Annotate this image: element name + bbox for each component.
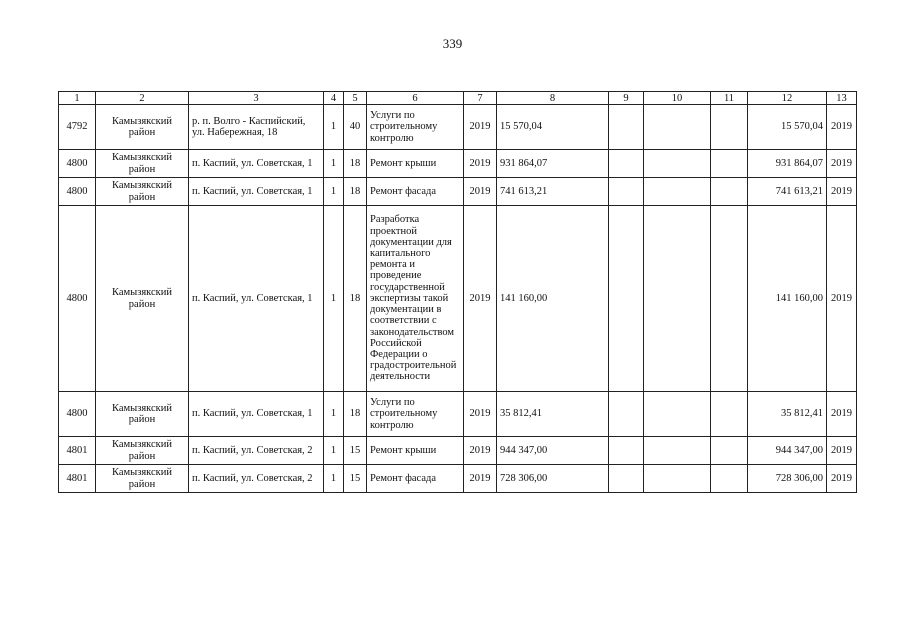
cell-col11 — [711, 206, 748, 392]
cell-col10 — [644, 465, 711, 493]
cell-cost: 15 570,04 — [497, 105, 609, 150]
repair-registry-table — [58, 91, 857, 493]
cell-district: Камызякский район — [96, 105, 189, 150]
cell-year: 2019 — [464, 392, 497, 437]
table-row — [59, 392, 857, 437]
cell-col5: 18 — [344, 392, 367, 437]
cell-id: 4800 — [59, 150, 96, 178]
cell-col11 — [711, 437, 748, 465]
cell-year: 2019 — [464, 437, 497, 465]
cell-address: р. п. Волго - Каспийский, ул. Набережная, 18 — [189, 105, 324, 150]
cell-district: Камызякский район — [96, 437, 189, 465]
cell-work-type: Услуги по строительному контролю — [367, 392, 464, 437]
cell-col10 — [644, 206, 711, 392]
cell-col11 — [711, 150, 748, 178]
cell-end-year: 2019 — [827, 105, 857, 150]
table-row — [59, 465, 857, 493]
table-row — [59, 437, 857, 465]
cell-id: 4801 — [59, 465, 96, 493]
cell-id: 4801 — [59, 437, 96, 465]
cell-col11 — [711, 178, 748, 206]
cell-work-type: Ремонт крыши — [367, 437, 464, 465]
cell-end-year: 2019 — [827, 150, 857, 178]
cell-col9 — [609, 465, 644, 493]
cell-col9 — [609, 105, 644, 150]
cell-cost: 741 613,21 — [497, 178, 609, 206]
cell-year: 2019 — [464, 465, 497, 493]
cell-district: Камызякский район — [96, 178, 189, 206]
col-header-8: 8 — [497, 92, 609, 105]
table-row — [59, 150, 857, 178]
cell-year: 2019 — [464, 105, 497, 150]
cell-col9 — [609, 178, 644, 206]
cell-id: 4800 — [59, 206, 96, 392]
cell-work-type: Ремонт фасада — [367, 465, 464, 493]
cell-col5: 18 — [344, 178, 367, 206]
cell-col9 — [609, 437, 644, 465]
cell-address: п. Каспий, ул. Советская, 1 — [189, 178, 324, 206]
header-row — [59, 92, 857, 105]
cell-col5: 18 — [344, 150, 367, 178]
cell-col9 — [609, 150, 644, 178]
cell-work-type: Ремонт фасада — [367, 178, 464, 206]
cell-year: 2019 — [464, 150, 497, 178]
cell-year: 2019 — [464, 206, 497, 392]
col-header-7: 7 — [464, 92, 497, 105]
cell-col4: 1 — [324, 178, 344, 206]
cell-col10 — [644, 150, 711, 178]
cell-district: Камызякский район — [96, 392, 189, 437]
col-header-2: 2 — [96, 92, 189, 105]
cell-col9 — [609, 206, 644, 392]
col-header-10: 10 — [644, 92, 711, 105]
table-header — [59, 92, 857, 105]
cell-col5: 15 — [344, 465, 367, 493]
cell-total: 141 160,00 — [748, 206, 827, 392]
cell-col11 — [711, 465, 748, 493]
table-row — [59, 178, 857, 206]
cell-total: 728 306,00 — [748, 465, 827, 493]
cell-address: п. Каспий, ул. Советская, 1 — [189, 150, 324, 178]
cell-col11 — [711, 392, 748, 437]
cell-col4: 1 — [324, 150, 344, 178]
table-row — [59, 105, 857, 150]
cell-end-year: 2019 — [827, 206, 857, 392]
page-number: 339 — [442, 36, 463, 51]
cell-cost: 141 160,00 — [497, 206, 609, 392]
cell-work-type: Ремонт крыши — [367, 150, 464, 178]
col-header-1: 1 — [59, 92, 96, 105]
cell-work-type: Услуги по строительному контролю — [367, 105, 464, 150]
table-body — [59, 105, 857, 493]
cell-address: п. Каспий, ул. Советская, 2 — [189, 437, 324, 465]
cell-total: 35 812,41 — [748, 392, 827, 437]
cell-end-year: 2019 — [827, 392, 857, 437]
cell-col5: 40 — [344, 105, 367, 150]
cell-col10 — [644, 105, 711, 150]
cell-col4: 1 — [324, 437, 344, 465]
cell-total: 931 864,07 — [748, 150, 827, 178]
cell-id: 4792 — [59, 105, 96, 150]
cell-district: Камызякский район — [96, 206, 189, 392]
cell-end-year: 2019 — [827, 178, 857, 206]
cell-cost: 944 347,00 — [497, 437, 609, 465]
cell-col4: 1 — [324, 392, 344, 437]
cell-id: 4800 — [59, 178, 96, 206]
table-row — [59, 206, 857, 392]
cell-year: 2019 — [464, 178, 497, 206]
cell-work-type: Разработка проектной документации для капитального ремонта и проведение государственной экспертизы такой документации в соответствии с законодательством Российской Федерации о градостроительной деятельности — [367, 206, 464, 392]
cell-col4: 1 — [324, 206, 344, 392]
col-header-6: 6 — [367, 92, 464, 105]
cell-end-year: 2019 — [827, 465, 857, 493]
cell-district: Камызякский район — [96, 150, 189, 178]
cell-address: п. Каспий, ул. Советская, 2 — [189, 465, 324, 493]
cell-col10 — [644, 437, 711, 465]
col-header-9: 9 — [609, 92, 644, 105]
cell-cost: 931 864,07 — [497, 150, 609, 178]
cell-total: 15 570,04 — [748, 105, 827, 150]
cell-address: п. Каспий, ул. Советская, 1 — [189, 392, 324, 437]
col-header-5: 5 — [344, 92, 367, 105]
col-header-3: 3 — [189, 92, 324, 105]
cell-col4: 1 — [324, 465, 344, 493]
cell-total: 944 347,00 — [748, 437, 827, 465]
cell-col11 — [711, 105, 748, 150]
cell-total: 741 613,21 — [748, 178, 827, 206]
cell-col5: 15 — [344, 437, 367, 465]
cell-col9 — [609, 392, 644, 437]
cell-address: п. Каспий, ул. Советская, 1 — [189, 206, 324, 392]
cell-end-year: 2019 — [827, 437, 857, 465]
col-header-4: 4 — [324, 92, 344, 105]
cell-cost: 728 306,00 — [497, 465, 609, 493]
cell-cost: 35 812,41 — [497, 392, 609, 437]
cell-district: Камызякский район — [96, 465, 189, 493]
col-header-12: 12 — [748, 92, 827, 105]
cell-col5: 18 — [344, 206, 367, 392]
cell-id: 4800 — [59, 392, 96, 437]
col-header-13: 13 — [827, 92, 857, 105]
cell-col10 — [644, 392, 711, 437]
cell-col4: 1 — [324, 105, 344, 150]
col-header-11: 11 — [711, 92, 748, 105]
cell-col10 — [644, 178, 711, 206]
